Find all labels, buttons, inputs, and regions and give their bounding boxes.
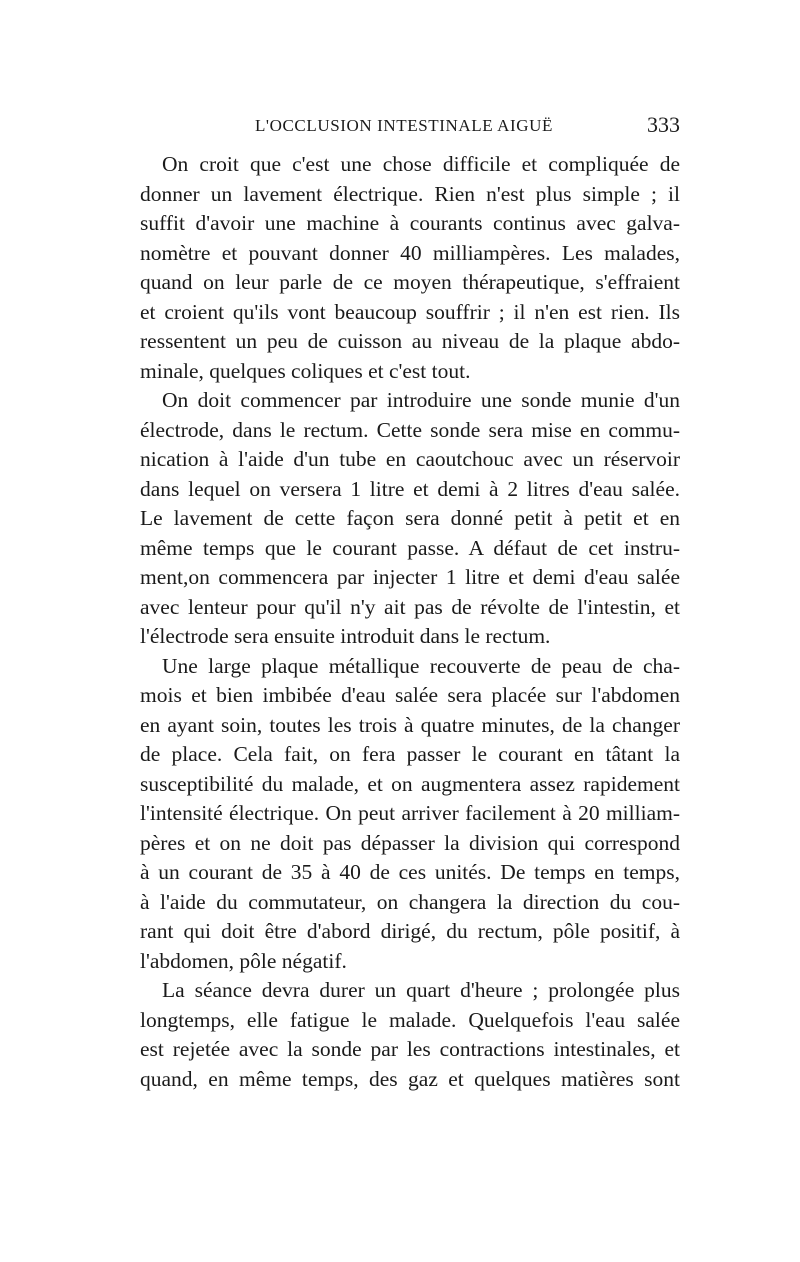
text-line: quand on leur parle de ce moyen thérapeutique, s'effraient	[140, 270, 680, 294]
text-line: Une large plaque métallique recouverte de peau de cha-	[162, 653, 680, 678]
text-line: longtemps, elle fatigue le malade. Quelquefois l'eau salée	[140, 1007, 680, 1032]
text-line: ressentent un peu de cuisson au niveau de la plaque abdo-	[140, 329, 680, 353]
text-line: à l'aide du commutateur, on changera la direction du cou-	[140, 889, 680, 914]
paragraph-4	[118, 976, 680, 1094]
text-line: nication à l'aide d'un tube en caoutchouc avec un réservoir	[140, 447, 680, 471]
running-title: L'OCCLUSION INTESTINALE AIGUË	[254, 116, 554, 135]
text-line: en ayant soin, toutes les trois à quatre minutes, de la changer	[140, 712, 680, 737]
text-line: dans lequel on versera 1 litre et demi à 2 litres d'eau salée.	[140, 476, 680, 501]
text-line: quand, en même temps, des gaz et quelques matières sont	[140, 1066, 680, 1091]
text-line: La séance devra durer un quart d'heure ; prolongée plus	[162, 978, 680, 1002]
text-line: l'abdomen, pôle négatif.	[140, 948, 347, 973]
text-line: nomètre et pouvant donner 40 milliampères. Les malades,	[140, 240, 680, 265]
paragraph-2	[118, 386, 680, 652]
text-line: l'intensité électrique. On peut arriver facilement à 20 milliam-	[140, 801, 680, 825]
text-line: mois et bien imbibée d'eau salée sera placée sur l'abdomen	[140, 683, 680, 707]
text-line: susceptibilité du malade, et on augmentera assez rapidement	[140, 771, 680, 796]
text-line: électrode, dans le rectum. Cette sonde sera mise en commu-	[140, 417, 680, 442]
text-line: de place. Cela fait, on fera passer le courant en tâtant la	[140, 742, 680, 766]
text-line: et croient qu'ils vont beaucoup souffrir ; il n'en est rien. Ils	[140, 299, 680, 324]
text-line: ment,on commencera par injecter 1 litre et demi d'eau salée	[140, 565, 680, 589]
text-line: même temps que le courant passe. A défaut de cet instru-	[140, 535, 680, 560]
body-text	[118, 150, 680, 1094]
text-line: pères et on ne doit pas dépasser la division qui correspond	[140, 830, 680, 855]
text-line: est rejetée avec la sonde par les contractions intestinales, et	[140, 1037, 680, 1061]
text-line: Le lavement de cette façon sera donné petit à petit et en	[140, 506, 680, 530]
running-head	[118, 112, 680, 142]
text-line: On croit que c'est une chose difficile et compliquée de	[162, 152, 680, 176]
page-number: 333	[647, 112, 680, 137]
text-line: l'électrode sera ensuite introduit dans le rectum.	[140, 624, 551, 648]
text-line: avec lenteur pour qu'il n'y ait pas de révolte de l'intestin, et	[140, 594, 680, 619]
paragraph-1	[118, 150, 680, 386]
text-line: à un courant de 35 à 40 de ces unités. De temps en temps,	[140, 860, 680, 884]
text-line: donner un lavement électrique. Rien n'est plus simple ; il	[140, 181, 680, 206]
paragraph-3	[118, 652, 680, 977]
text-line: suffit d'avoir une machine à courants continus avec galva-	[140, 211, 680, 235]
text-line: rant qui doit être d'abord dirigé, du rectum, pôle positif, à	[140, 919, 680, 943]
text-line: On doit commencer par introduire une sonde munie d'un	[162, 388, 680, 412]
text-line: minale, quelques coliques et c'est tout.	[140, 358, 471, 383]
